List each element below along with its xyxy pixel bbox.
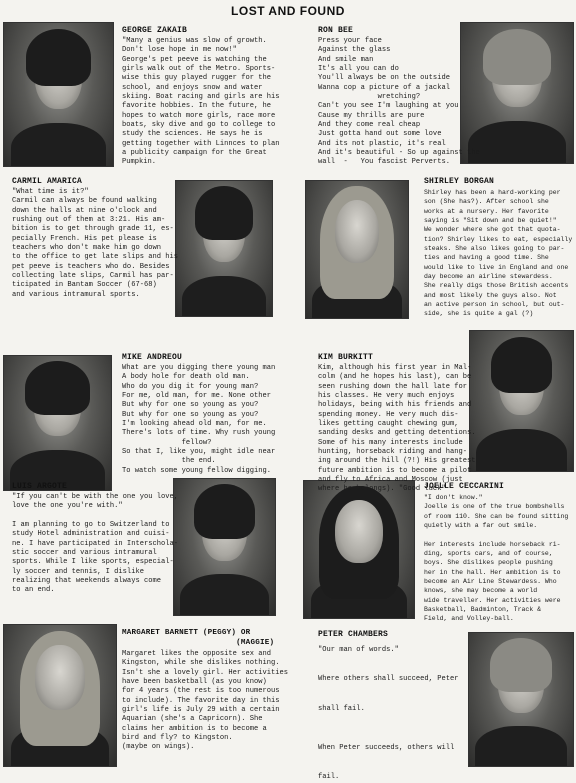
page-title: LOST AND FOUND: [231, 4, 345, 18]
photo-kim-burkitt: [469, 330, 574, 472]
student-name: CARMIL AMARICA: [12, 177, 83, 186]
student-bio: "Our man of words." Where others shall succeed, Peter shall fail. When Peter succeeds, others will fail.: [318, 646, 459, 782]
student-name: KIM BURKITT: [318, 353, 374, 362]
student-name: RON BEE: [318, 26, 354, 35]
student-name: JOELLE CECCARINI: [424, 482, 505, 491]
student-bio: "Many a genius was slow of growth. Don't lose hope in me now!" George's pet peeve is watching the girls walk out of the Metro. Sports- wise this guy played rugger for the school, and enjoys snow and water skiing. Boat racing and girls are his favorite hobbies. In the future, he hopes to watch more girls, race more boats, sky dive and go to college to study the sciences. He says he is getting together with Linnces to plan a publicity campaign for the Great Pumpkin.: [122, 37, 280, 167]
student-name: GEORGE ZAKAIB: [122, 26, 188, 35]
photo-carmil-amarica: [175, 180, 273, 317]
photo-joelle-ceccarini: [303, 480, 415, 619]
photo-george-zakaib: [3, 22, 114, 167]
student-bio: What are you digging there young man A body hole for death old man. Who do you dig it for young man? For me, old man, for me. None other But why for one so young as you? But why for one so young as you? I'm looking ahead old man, for me. There's lots of time. Why rush young fellow? So that I, like you, might idle near the end. To watch some young fellow digging.: [122, 364, 276, 475]
student-bio: Shirley has been a hard-working per son (She has?). After school she works at a nursery. Her favorite saying is "Sit down and be quiet!" We wonder where she got that quota- tion? Shirley likes to eat, especially steaks. She also likes going to par- ties and having a good time. She would like to live in England and one day become an airline stewardess. She really digs those British accents and most likely the guys also. Not an active person in school, but out- side, she is quite a gal (?): [424, 189, 573, 318]
student-bio: Kim, although his first year in Mal- colm (and he hopes his last), can be seen rushing down the hall late for his classes. He very much enjoys holidays, being with his friends and spending money. He very much dis- likes getting caught chewing gum, sanding desks and getting detentions. Some of his many interests include hunting, horseback riding and hang- ing around the hill (?!) His greatest future ambition is to become a pilot and fly to Africa and Moscow (just where he belongs). "Good luck": [318, 364, 476, 494]
student-bio: "I don't know." Joelle is one of the true bombshells of room 110. She can be found sitting quietly with a far out smile. Her interests include horseback ri- ding, sports cars, and of course, boys. She dislikes people pushing her in the hall. Her ambition is to become an Air Line Stewardess. Who knows, she may become a world wide traveller. Her activities were Basketball, Badminton, Track & Field, and Volley-ball.: [424, 494, 569, 623]
student-bio: Press your face Against the glass And smile man It's all you can do You'll always be on the outside Wanna cop a picture of a jackal wretching? Can't you see I'm laughing at you Cause my thrills are pure And they come real cheap Just gotta hand out some love And its not plastic, it's real And it's beautiful - So up against the wall - You fascist Perverts.: [318, 37, 480, 167]
photo-margaret-barnett: [3, 624, 117, 767]
student-name: SHIRLEY BORGAN: [424, 177, 495, 186]
photo-luis-argote: [173, 478, 276, 616]
student-name: MIKE ANDREOU: [122, 353, 183, 362]
student-name: PETER CHAMBERS: [318, 630, 389, 639]
photo-peter-chambers: [468, 632, 574, 767]
student-name: LUIS ARGOTE: [12, 482, 68, 491]
student-bio: "If you can't be with the one you love, love the one you're with." I am planning to go to Switzerland to study Hotel administration and cuisi- ne. I have participated in Interschola- stic soccer and various intramural sports. While I like sports, especial- ly soccer and tennis, I dislike realizing that weekends always come to an end.: [12, 493, 179, 595]
photo-shirley-borgan: [305, 180, 409, 319]
student-bio: Margaret likes the opposite sex and Kingston, while she dislikes nothing. Isn't she a lovely girl. Her activities have been basketball (as you know) for 4 years (the rest is too numerous to include). The favorite day in this girl's life is July 29 with a certain Aquarian (she's a Capricorn). She claims her ambition is to become a bird and fly? to Kingston. (maybe on wings).: [122, 650, 289, 752]
student-bio: "What time is it?" Carmil can always be found walking down the halls at nine o'clock and rushing out of them at 3:21. His am- bition is to get through grade 11, es- pecially French. His pet please is teachers who don't make him go down to the office to get late slips and his pet peeve is teachers who do. Besides collecting late slips, Carmil has par- ticipated in Bantam Soccer (67-68) and various intramural sports.: [12, 188, 179, 299]
student-name: MARGARET BARNETT (PEGGY) OR (MAGGIE): [122, 629, 275, 647]
photo-mike-andreou: [3, 355, 112, 491]
